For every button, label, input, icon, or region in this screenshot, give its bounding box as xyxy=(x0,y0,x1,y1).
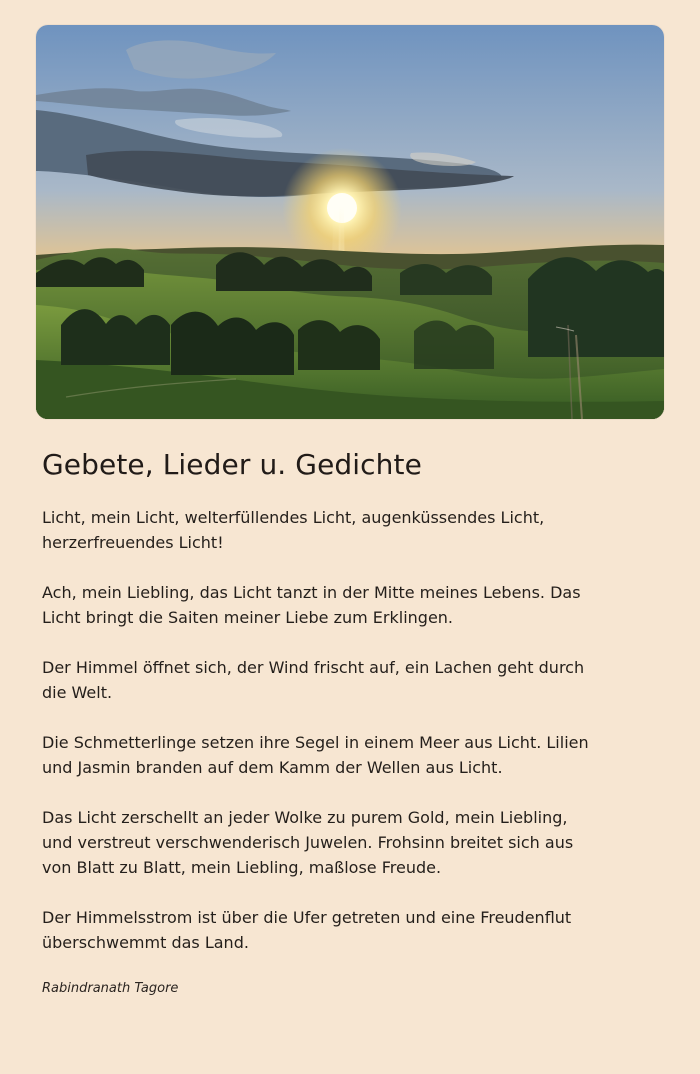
poem-paragraph: Der Himmelsstrom ist über die Ufer getreten und eine Freudenflut überschwemmt das Land. xyxy=(42,908,572,952)
poem-paragraph: Licht, mein Licht, welterfüllendes Licht, augenküssendes Licht, herzerfreuendes Licht! xyxy=(42,508,545,552)
sunset-landscape-image xyxy=(36,25,664,419)
author-name: Rabindranath Tagore xyxy=(42,981,179,996)
poem-paragraph: Die Schmetterlinge setzen ihre Segel in einem Meer aus Licht. Lilien und Jasmin branden auf dem Kamm der Wellen aus Licht. xyxy=(42,733,589,777)
hero-image xyxy=(36,25,664,419)
page-title: Gebete, Lieder u. Gedichte xyxy=(42,448,422,481)
poem-content xyxy=(42,448,602,998)
poem-paragraph: Ach, mein Liebling, das Licht tanzt in der Mitte meines Lebens. Das Licht bringt die Saiten meiner Liebe zum Erklingen. xyxy=(42,583,581,627)
poem-paragraph: Der Himmel öffnet sich, der Wind frischt auf, ein Lachen geht durch die Welt. xyxy=(42,658,585,702)
poem-paragraph: Das Licht zerschellt an jeder Wolke zu purem Gold, mein Liebling, und verstreut verschwenderisch Juwelen. Frohsinn breitet sich aus von Blatt zu Blatt, mein Liebling, maßlose Freude. xyxy=(42,808,574,877)
